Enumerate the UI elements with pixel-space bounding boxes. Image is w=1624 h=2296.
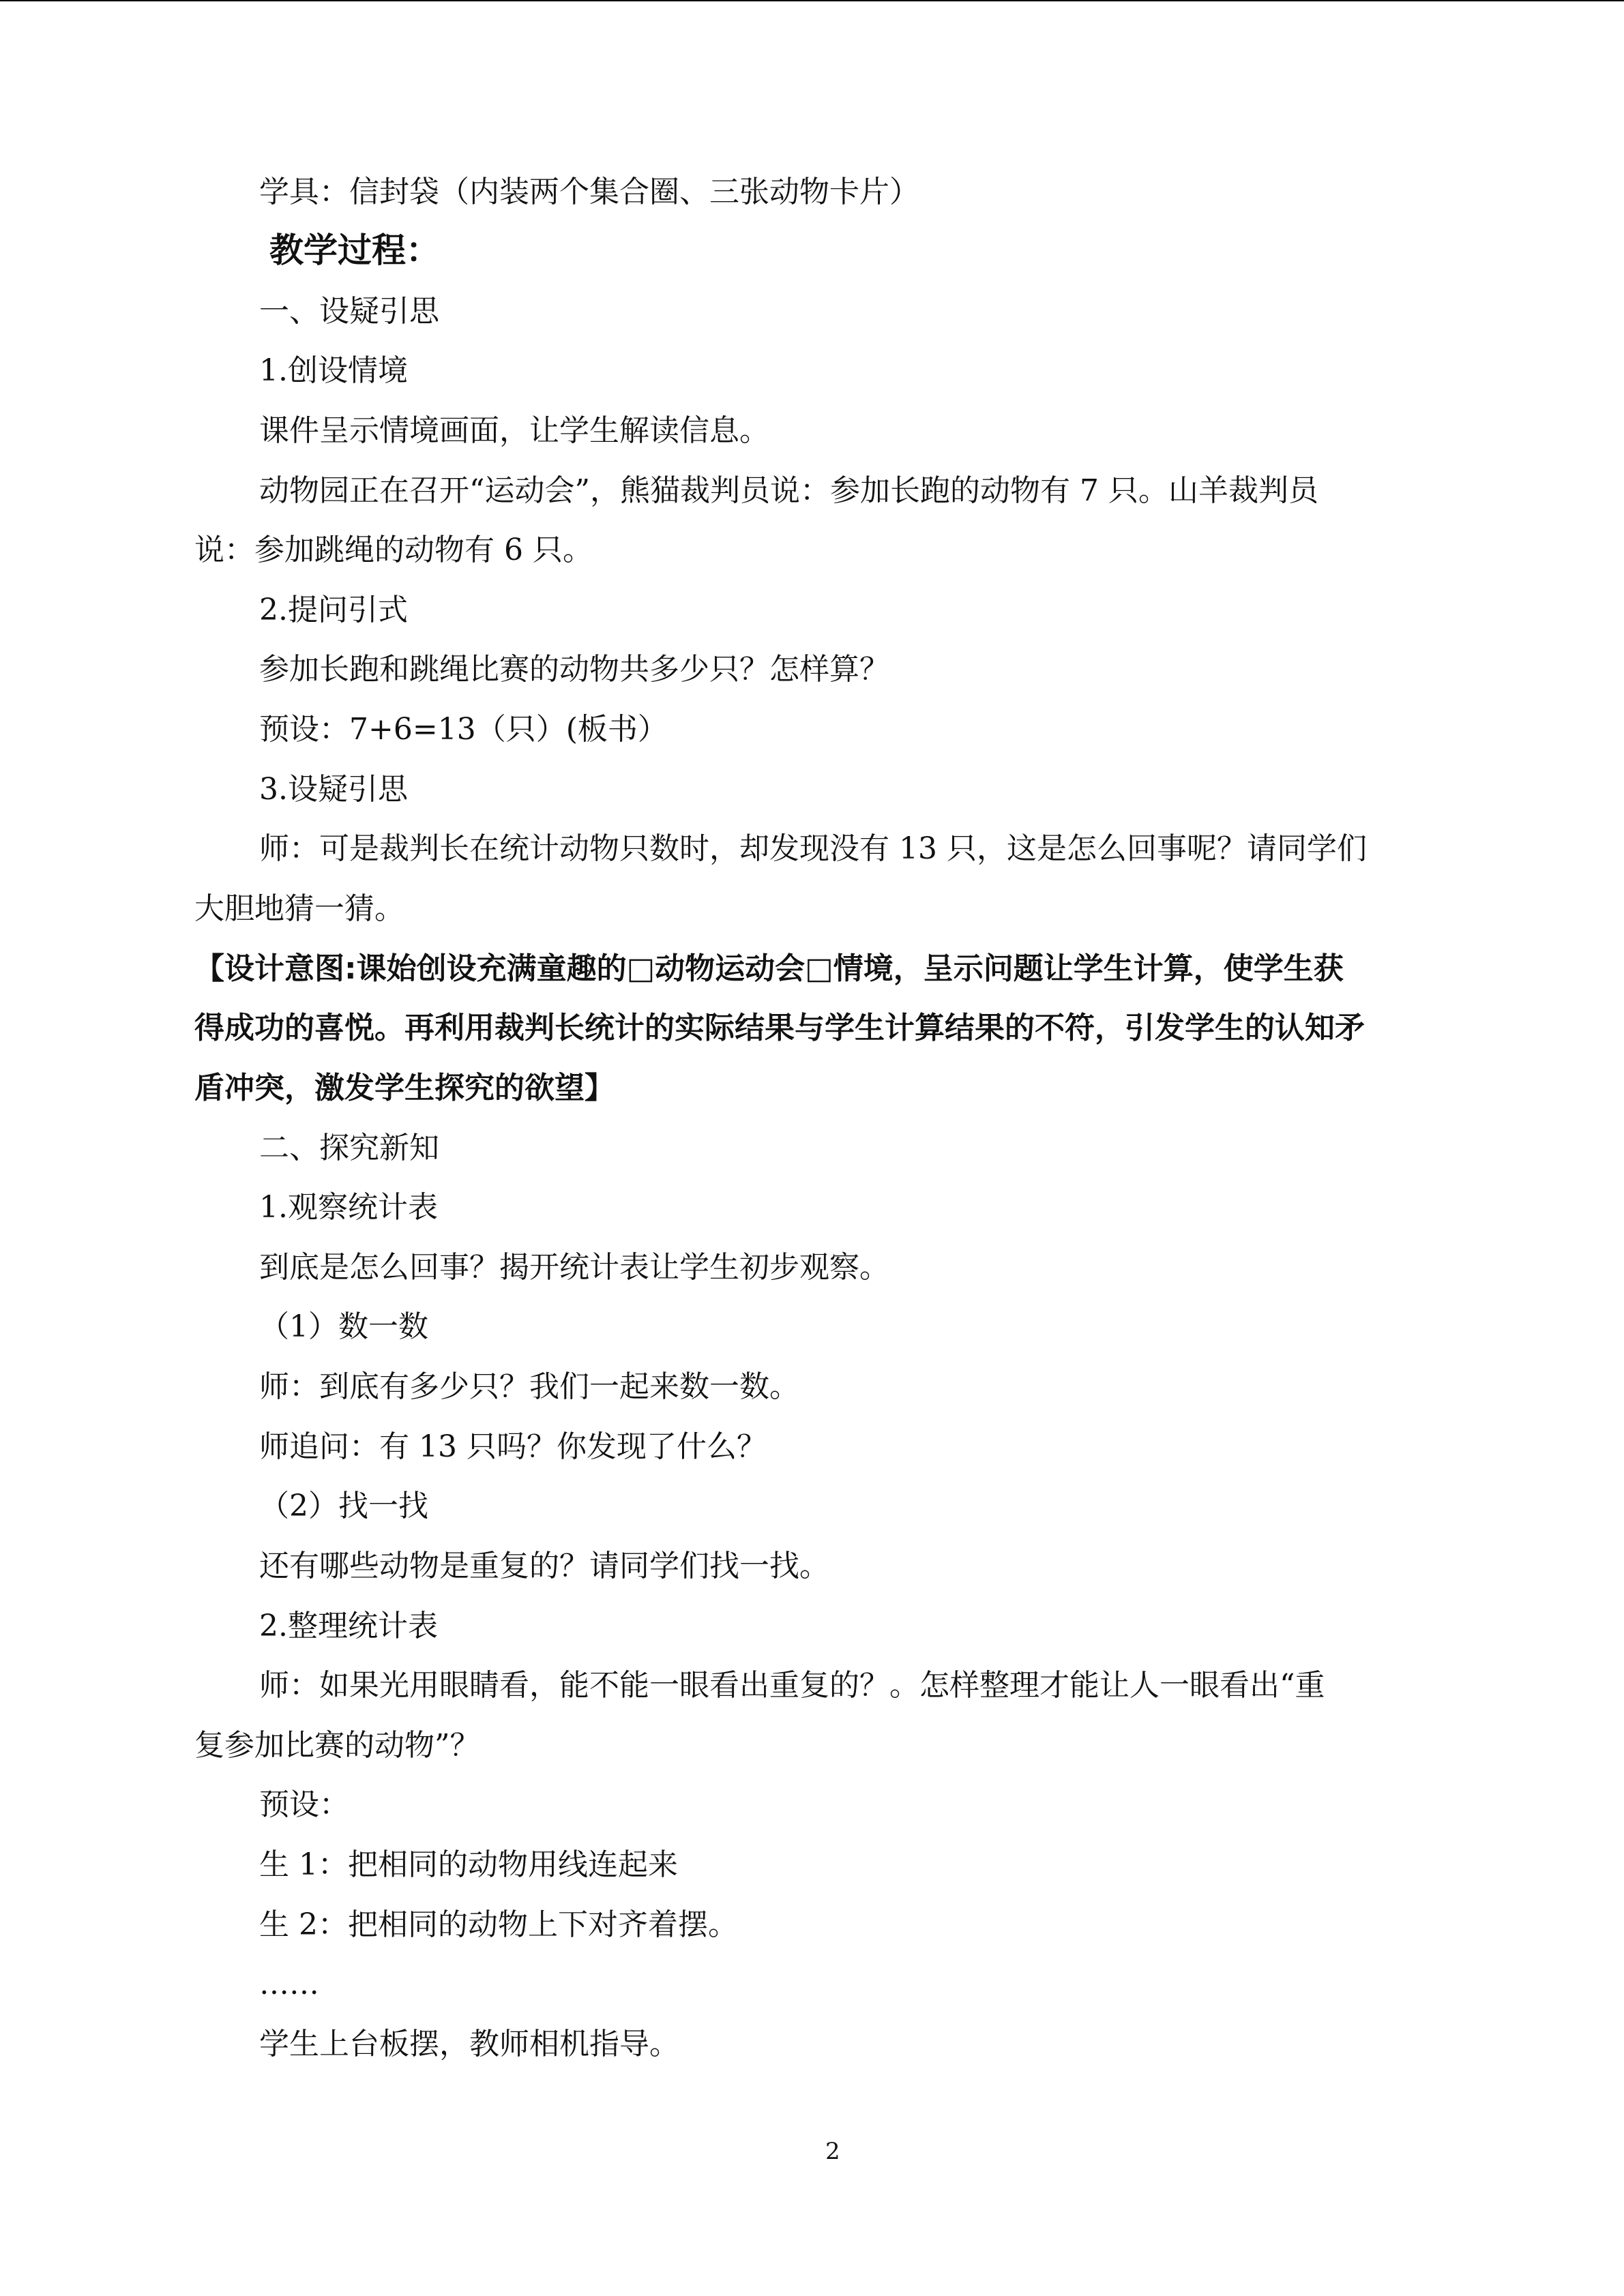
materials-line: 学具：信封袋（内装两个集合圈、三张动物卡片） bbox=[259, 175, 919, 209]
section-title: 二、探究新知 bbox=[259, 1131, 439, 1165]
ellipsis: …… bbox=[259, 1967, 319, 2001]
paragraph: 动物园正在召开“运动会”，熊猫裁判员说：参加长跑的动物有 7 只。山羊裁判员 bbox=[259, 473, 1318, 508]
design-intent: 盾冲突，激发学生探究的欲望】 bbox=[194, 1071, 615, 1105]
paragraph: 学生上台板摆，教师相机指导。 bbox=[259, 2027, 679, 2061]
page-number: 2 bbox=[825, 2138, 840, 2165]
sub-step: （2）找一找 bbox=[259, 1489, 428, 1523]
paragraph: 还有哪些动物是重复的？请同学们找一找。 bbox=[259, 1549, 829, 1583]
paragraph: 课件呈示情境画面，让学生解读信息。 bbox=[259, 413, 769, 448]
paragraph: 师：如果光用眼睛看，能不能一眼看出重复的？。怎样整理才能让人一眼看出“重 bbox=[259, 1668, 1325, 1703]
step-title: 1.创设情境 bbox=[259, 353, 408, 388]
step-title: 3.设疑引思 bbox=[259, 772, 408, 807]
step-title: 2.提问引式 bbox=[259, 593, 408, 627]
paragraph: 说：参加跳绳的动物有 6 只。 bbox=[194, 533, 593, 567]
paragraph: 预设：7+6=13（只）(板书） bbox=[259, 712, 668, 747]
paragraph: 参加长跑和跳绳比赛的动物共多少只？怎样算？ bbox=[259, 652, 889, 687]
paragraph: 生 1：把相同的动物用线连起来 bbox=[259, 1847, 678, 1882]
paragraph: 到底是怎么回事？揭开统计表让学生初步观察。 bbox=[259, 1250, 889, 1285]
section-title: 一、设疑引思 bbox=[259, 294, 439, 329]
paragraph: 师：可是裁判长在统计动物只数时，却发现没有 13 只，这是怎么回事呢？请同学们 bbox=[259, 831, 1367, 866]
paragraph: 师追问：有 13 只吗？你发现了什么？ bbox=[259, 1429, 767, 1464]
section-heading: 教学过程： bbox=[269, 230, 440, 270]
paragraph: 预设： bbox=[259, 1787, 349, 1822]
paragraph: 生 2：把相同的动物上下对齐着摆。 bbox=[259, 1907, 738, 1942]
design-intent: 【设计意图:课始创设充满童趣的□动物运动会□情境，呈示问题让学生计算，使学生获 bbox=[194, 951, 1344, 986]
design-intent: 得成功的喜悦。再利用裁判长统计的实际结果与学生计算结果的不符，引发学生的认知矛 bbox=[194, 1011, 1365, 1045]
paragraph: 师：到底有多少只？我们一起来数一数。 bbox=[259, 1369, 799, 1404]
step-title: 2.整理统计表 bbox=[259, 1609, 438, 1643]
step-title: 1.观察统计表 bbox=[259, 1190, 438, 1225]
paragraph: 大胆地猜一猜。 bbox=[194, 891, 404, 926]
sub-step: （1）数一数 bbox=[259, 1309, 428, 1344]
paragraph: 复参加比赛的动物”？ bbox=[194, 1728, 480, 1763]
